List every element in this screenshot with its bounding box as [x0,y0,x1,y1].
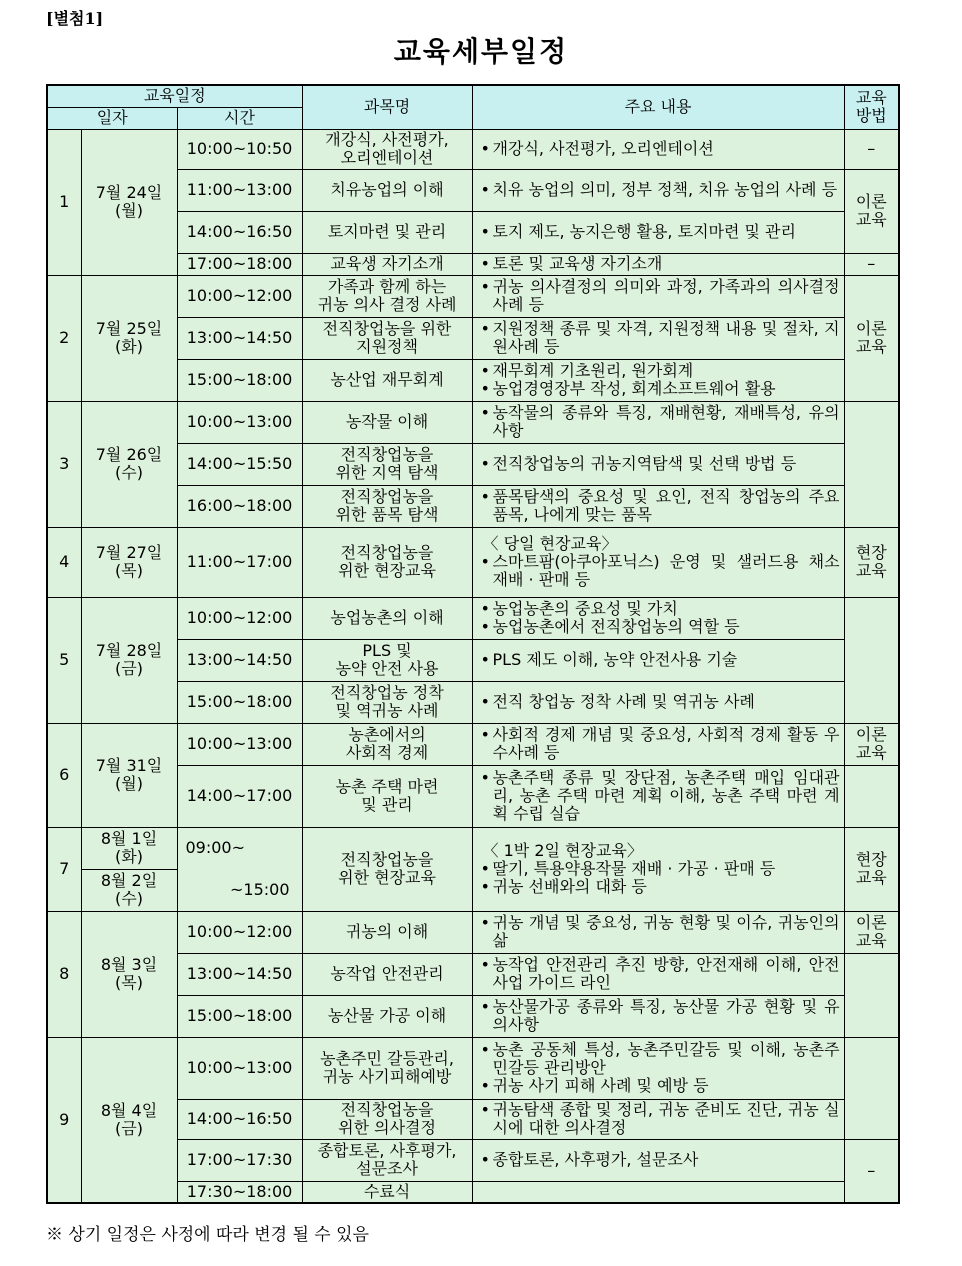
list-item: • 치유 농업의 의미, 정부 정책, 치유 농업의 사례 등 [493,181,840,199]
method-cell: 이론 교육 [844,911,899,953]
session-time: 14:00~17:00 [177,765,302,827]
content-list [479,362,840,398]
method-cell: 이론 교육 [844,723,899,765]
list-item: • 딸기, 특용약용작물 재배 · 가공 · 판매 등 [493,860,840,878]
day-number: 8 [47,911,81,1037]
page-title: 교육세부일정 [393,35,569,68]
session-time: 10:00~12:00 [177,275,302,317]
day-date: 7월 27일 (목) [81,527,177,597]
session-time: 17:00~18:00 [177,253,302,275]
day-date: 7월 25일 (화) [81,275,177,401]
method-cell: – [844,253,899,275]
schedule-table-wrapper [46,84,898,1204]
content-cell [472,169,844,211]
header-time: 시간 [177,107,302,129]
content-list [479,1101,840,1137]
day-date: 8월 3일 (목) [81,911,177,1037]
content-list [479,181,840,199]
content-list [479,693,840,711]
content-list [479,278,840,314]
day-date: 7월 24일 (월) [81,129,177,275]
content-cell [472,597,844,639]
content-list [479,488,840,524]
content-list [479,320,840,356]
content-cell [472,401,844,443]
content-list [479,553,840,589]
session-time: 17:30~18:00 [177,1181,302,1203]
content-heading: 〈 1박 2일 현장교육〉 [482,841,643,860]
session-time: 15:00~18:00 [177,681,302,723]
content-cell [472,723,844,765]
method-cell: – [844,1139,899,1203]
content-list [479,914,840,950]
session-time: 15:00~18:00 [177,995,302,1037]
session-subject: 수료식 [302,1181,472,1203]
content-cell [472,527,844,597]
content-list [479,1151,840,1169]
session-subject: 개강식, 사전평가, 오리엔테이션 [302,129,472,169]
day-number: 2 [47,275,81,401]
session-time: 17:00~17:30 [177,1139,302,1181]
session-time: 13:00~14:50 [177,639,302,681]
session-time: 10:00~12:00 [177,911,302,953]
list-item: • 농작물의 종류와 특징, 재배현황, 재배특성, 유의사항 [493,404,840,440]
session-subject: 가족과 함께 하는 귀농 의사 결정 사례 [302,275,472,317]
attachment-label: [별첨1] [46,9,104,28]
content-heading: 〈 당일 현장교육〉 [482,534,618,553]
list-item: • 농촌주택 종류 및 장단점, 농촌주택 매입 임대관리, 농촌 주택 마련 계획 이해, 농촌 주택 마련 계획 수립 실습 [493,769,840,823]
schedule-table [46,84,900,1204]
session-time: 14:00~15:50 [177,443,302,485]
method-cell [844,765,899,827]
method-cell [844,1037,899,1139]
session-subject: 농작업 안전관리 [302,953,472,995]
content-cell [472,911,844,953]
content-cell [472,765,844,827]
list-item: • 스마트팜(아쿠아포닉스) 운영 및 샐러드용 채소 재배 · 판매 등 [493,553,840,589]
content-cell [472,317,844,359]
session-subject: 전직창업농을 위한 품목 탐색 [302,485,472,527]
content-list [479,726,840,762]
content-cell [472,1037,844,1099]
session-subject: 전직창업농을 위한 의사결정 [302,1099,472,1139]
method-cell: – [844,129,899,169]
list-item: • 토론 및 교육생 자기소개 [493,255,840,273]
content-cell [472,827,844,911]
session-subject: 농작물 이해 [302,401,472,443]
session-time: 14:00~16:50 [177,211,302,253]
day-date: 8월 2일 (수) [81,869,177,911]
day-date: 8월 4일 (금) [81,1037,177,1203]
day-number: 4 [47,527,81,597]
session-time: 16:00~18:00 [177,485,302,527]
day-date: 8월 1일 (화) [81,827,177,869]
list-item: • 개강식, 사전평가, 오리엔테이션 [493,140,840,158]
content-cell [472,211,844,253]
list-item: • 전직창업농의 귀농지역탐색 및 선택 방법 등 [493,455,840,473]
content-list [479,404,840,440]
method-cell: 현장 교육 [844,527,899,597]
day-number: 6 [47,723,81,827]
session-time: 14:00~16:50 [177,1099,302,1139]
session-time: ~15:00 [177,869,302,911]
session-subject: 교육생 자기소개 [302,253,472,275]
session-time: 10:00~13:00 [177,401,302,443]
content-cell [472,443,844,485]
content-cell [472,681,844,723]
session-time: 13:00~14:50 [177,317,302,359]
session-subject: 농촌주민 갈등관리, 귀농 사기피해예방 [302,1037,472,1099]
header-schedule: 교육일정 [47,85,302,107]
day-number: 5 [47,597,81,723]
content-cell [472,953,844,995]
session-time: 10:00~12:00 [177,597,302,639]
list-item: • PLS 제도 이해, 농약 안전사용 기술 [493,651,840,669]
session-subject: 전직창업농을 위한 지역 탐색 [302,443,472,485]
session-subject: 농산물 가공 이해 [302,995,472,1037]
method-cell: 이론 교육 [844,275,899,401]
list-item: • 지원정책 종류 및 자격, 지원정책 내용 및 절차, 지원사례 등 [493,320,840,356]
content-list [479,140,840,158]
content-list [479,651,840,669]
session-subject: 전직창업농을 위한 현장교육 [302,827,472,911]
content-list [479,769,840,823]
list-item: • 귀농 개념 및 중요성, 귀농 현황 및 이슈, 귀농인의 삶 [493,914,840,950]
method-cell [844,953,899,1037]
content-cell [472,275,844,317]
session-subject: 치유농업의 이해 [302,169,472,211]
list-item: • 사회적 경제 개념 및 중요성, 사회적 경제 활동 우수사례 등 [493,726,840,762]
session-subject: 농촌에서의 사회적 경제 [302,723,472,765]
content-cell [472,995,844,1037]
header-subject: 과목명 [302,85,472,129]
session-time: 11:00~17:00 [177,527,302,597]
session-subject: PLS 및 농약 안전 사용 [302,639,472,681]
session-subject: 귀농의 이해 [302,911,472,953]
list-item: • 토지 제도, 농지은행 활용, 토지마련 및 관리 [493,223,840,241]
list-item: • 농작업 안전관리 추진 방향, 안전재해 이해, 안전사업 가이드 라인 [493,956,840,992]
session-subject: 농산업 재무회계 [302,359,472,401]
method-cell: 현장 교육 [844,827,899,911]
list-item: • 농업경영장부 작성, 회계소프트웨어 활용 [493,380,840,398]
session-subject: 토지마련 및 관리 [302,211,472,253]
session-subject: 전직창업농을 위한 현장교육 [302,527,472,597]
content-list [479,956,840,992]
method-cell [844,401,899,527]
content-list [479,455,840,473]
content-list [479,1041,840,1095]
content-cell [472,359,844,401]
content-cell [472,485,844,527]
method-cell: 이론 교육 [844,169,899,253]
content-list [479,860,840,896]
list-item: • 귀농 선배와의 대화 등 [493,878,840,896]
list-item: • 농업농촌의 중요성 및 가치 [493,600,840,618]
session-time: 15:00~18:00 [177,359,302,401]
day-number: 7 [47,827,81,911]
header-content: 주요 내용 [472,85,844,129]
day-number: 9 [47,1037,81,1203]
list-item: • 재무회계 기초원리, 원가회계 [493,362,840,380]
list-item: • 품목탐색의 중요성 및 요인, 전직 창업농의 주요 품목, 나에게 맞는 품목 [493,488,840,524]
session-subject: 종합토론, 사후평가, 설문조사 [302,1139,472,1181]
content-cell [472,639,844,681]
session-subject: 전직창업농 정착 및 역귀농 사례 [302,681,472,723]
content-list [479,998,840,1034]
session-time: 13:00~14:50 [177,953,302,995]
content-cell [472,1099,844,1139]
content-cell [472,129,844,169]
list-item: • 종합토론, 사후평가, 설문조사 [493,1151,840,1169]
content-cell [472,1181,844,1203]
header-date: 일자 [47,107,177,129]
list-item: • 농산물가공 종류와 특징, 농산물 가공 현황 및 유의사항 [493,998,840,1034]
list-item: • 농촌 공동체 특성, 농촌주민갈등 및 이해, 농촌주민갈등 관리방안 [493,1041,840,1077]
session-time: 09:00~ [177,827,302,869]
list-item: • 귀농 의사결정의 의미와 과정, 가족과의 의사결정 사례 등 [493,278,840,314]
session-subject: 농업농촌의 이해 [302,597,472,639]
session-subject: 농촌 주택 마련 및 관리 [302,765,472,827]
header-method: 교육 방법 [844,85,899,129]
list-item: • 귀농탐색 종합 및 정리, 귀농 준비도 진단, 귀농 실시에 대한 의사결정 [493,1101,840,1137]
session-time: 11:00~13:00 [177,169,302,211]
content-list [479,223,840,241]
method-cell [844,597,899,723]
list-item: • 농업농촌에서 전직창업농의 역할 등 [493,618,840,636]
day-date: 7월 31일 (월) [81,723,177,827]
list-item: • 귀농 사기 피해 사례 및 예방 등 [493,1077,840,1095]
list-item: • 전직 창업농 정착 사례 및 역귀농 사례 [493,693,840,711]
day-number: 1 [47,129,81,275]
session-time: 10:00~13:00 [177,1037,302,1099]
content-cell [472,1139,844,1181]
footnote: ※ 상기 일정은 사정에 따라 변경 될 수 있음 [46,1225,369,1245]
content-list [479,255,840,273]
content-list [479,600,840,636]
session-subject: 전직창업농을 위한 지원정책 [302,317,472,359]
session-time: 10:00~13:00 [177,723,302,765]
content-cell [472,253,844,275]
day-number: 3 [47,401,81,527]
session-time: 10:00~10:50 [177,129,302,169]
day-date: 7월 26일 (수) [81,401,177,527]
day-date: 7월 28일 (금) [81,597,177,723]
